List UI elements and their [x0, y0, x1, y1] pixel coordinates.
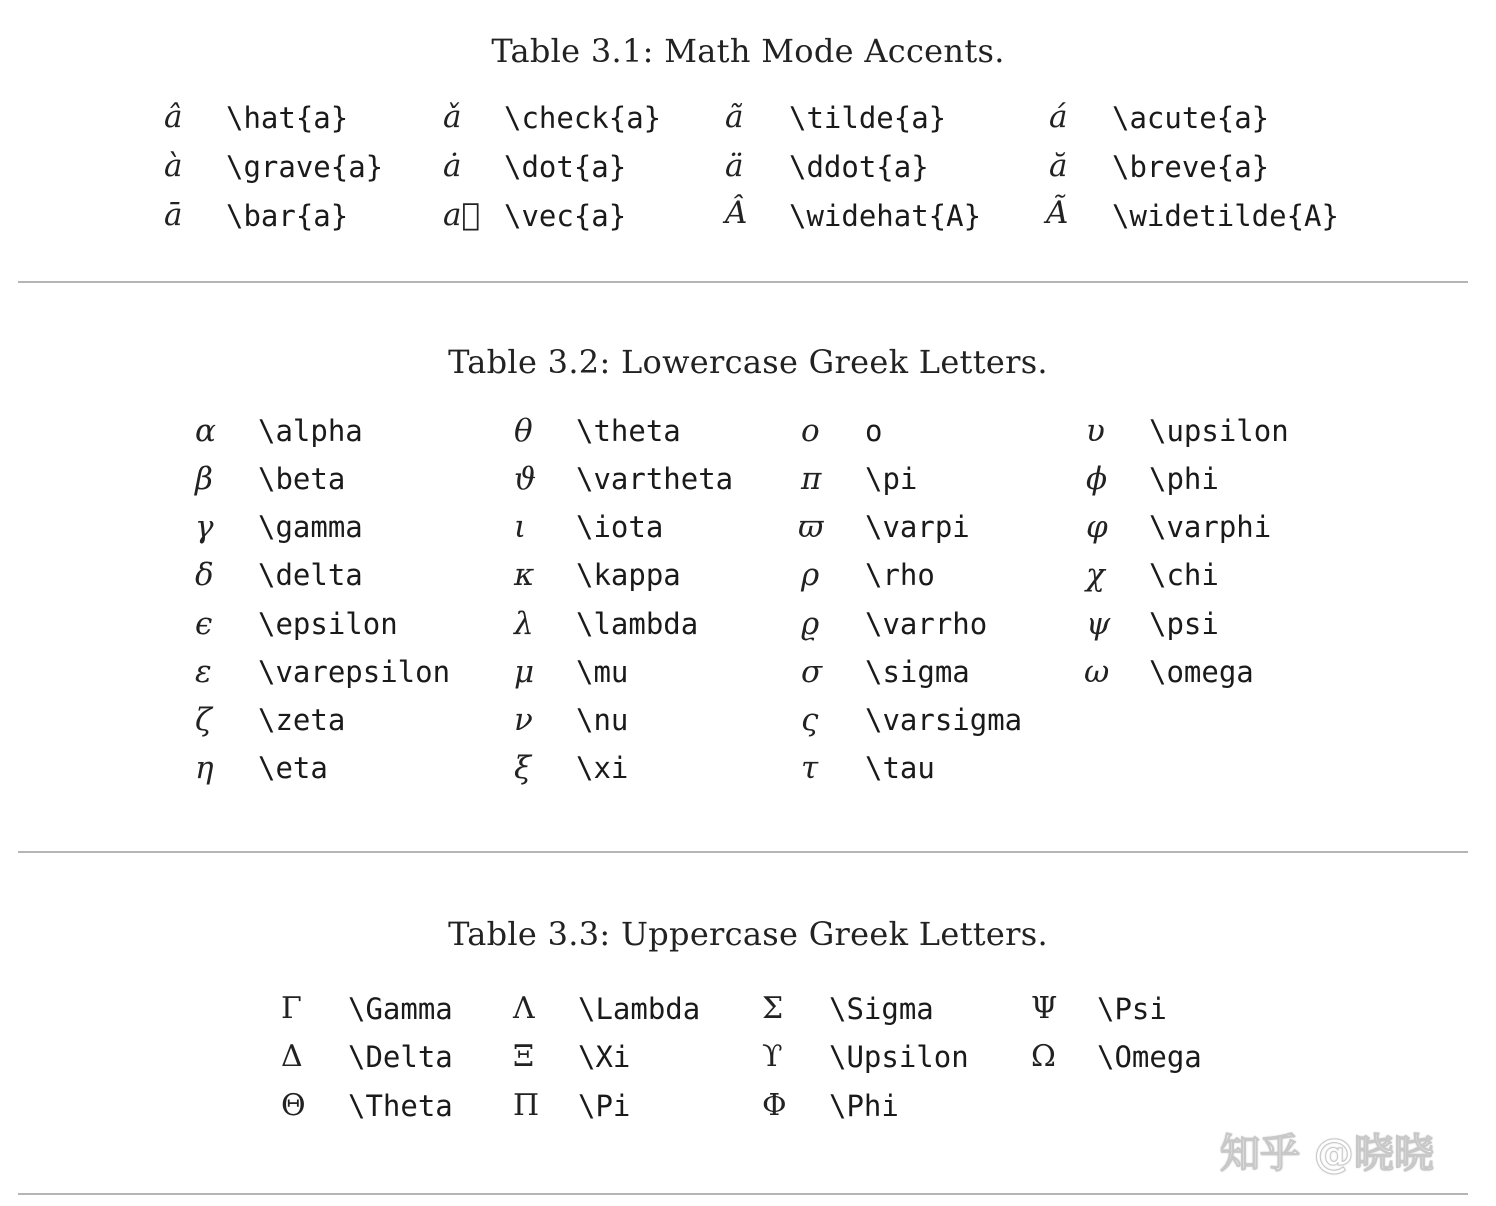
accent-symbol: ã — [725, 99, 744, 135]
greek-symbol: Θ — [281, 1088, 306, 1123]
accent-command: \tilde{a} — [789, 101, 947, 135]
accent-symbol: Ã — [1046, 195, 1069, 231]
greek-command: \vartheta — [576, 462, 734, 496]
greek-symbol: o — [801, 413, 820, 449]
greek-command: \beta — [258, 462, 346, 496]
accent-symbol: ȧ — [443, 148, 462, 184]
greek-command: \alpha — [258, 414, 363, 448]
greek-command: \sigma — [865, 655, 970, 689]
greek-command: o — [865, 414, 883, 448]
accent-command: \vec{a} — [504, 199, 627, 233]
greek-symbol: ϖ — [798, 509, 824, 545]
greek-command: \theta — [576, 414, 681, 448]
accent-command: \grave{a} — [226, 150, 384, 184]
greek-symbol: Π — [513, 1088, 540, 1123]
greek-symbol: ω — [1084, 654, 1110, 690]
accent-command: \widetilde{A} — [1112, 199, 1339, 233]
greek-symbol: ψ — [1086, 606, 1111, 642]
accent-symbol: Â — [725, 195, 748, 231]
greek-command: \Theta — [348, 1089, 453, 1123]
greek-symbol: μ — [514, 654, 535, 690]
greek-command: \Psi — [1097, 992, 1167, 1026]
greek-symbol: ξ — [514, 750, 532, 786]
table-3-1-caption: Table 3.1: Math Mode Accents. — [491, 32, 1005, 70]
table-3-2-caption: Table 3.2: Lowercase Greek Letters. — [448, 343, 1048, 381]
greek-command: \Phi — [829, 1089, 899, 1123]
table-divider — [18, 851, 1468, 853]
greek-command: \nu — [576, 703, 629, 737]
accent-command: \breve{a} — [1112, 150, 1270, 184]
greek-command: \varrho — [865, 607, 988, 641]
greek-command: \tau — [865, 751, 935, 785]
greek-symbol: π — [801, 461, 822, 497]
greek-command: \mu — [576, 655, 629, 689]
greek-symbol: Δ — [281, 1039, 303, 1074]
accent-symbol: ā — [164, 197, 183, 233]
greek-symbol: η — [195, 750, 214, 786]
accent-symbol: ä — [725, 148, 744, 184]
accent-command: \dot{a} — [504, 150, 627, 184]
greek-symbol: Ξ — [513, 1039, 535, 1074]
greek-symbol: Ω — [1031, 1039, 1056, 1074]
greek-symbol: τ — [801, 750, 819, 786]
greek-command: \upsilon — [1149, 414, 1289, 448]
greek-symbol: σ — [801, 654, 823, 690]
greek-symbol: λ — [514, 606, 534, 642]
greek-command: \Lambda — [578, 992, 701, 1026]
greek-symbol: ε — [195, 654, 212, 690]
greek-symbol: ρ — [801, 557, 820, 593]
greek-command: \lambda — [576, 607, 699, 641]
greek-symbol: Γ — [281, 991, 302, 1026]
greek-symbol: Σ — [762, 991, 784, 1026]
greek-command: \pi — [865, 462, 918, 496]
greek-command: \varphi — [1149, 510, 1272, 544]
greek-command: \Xi — [578, 1040, 631, 1074]
greek-command: \iota — [576, 510, 664, 544]
accent-symbol: ă — [1049, 148, 1068, 184]
greek-symbol: δ — [195, 557, 214, 593]
zhihu-watermark: 知乎 @晓晓 — [1220, 1131, 1434, 1177]
greek-symbol: χ — [1086, 557, 1105, 593]
greek-symbol: υ — [1086, 413, 1105, 449]
greek-symbol: Λ — [513, 991, 535, 1026]
greek-symbol: ς — [801, 702, 819, 738]
greek-command: \Sigma — [829, 992, 934, 1026]
greek-symbol: α — [195, 413, 216, 449]
accent-symbol: à — [164, 148, 183, 184]
accent-command: \ddot{a} — [789, 150, 929, 184]
greek-command: \varpi — [865, 510, 970, 544]
greek-symbol: κ — [514, 557, 535, 593]
accent-symbol: a⃗ — [443, 197, 481, 233]
greek-symbol: θ — [514, 413, 533, 449]
greek-command: \Gamma — [348, 992, 453, 1026]
greek-command: \psi — [1149, 607, 1219, 641]
greek-symbol: β — [195, 461, 213, 497]
greek-command: \epsilon — [258, 607, 398, 641]
greek-command: \kappa — [576, 558, 681, 592]
greek-symbol: ϵ — [195, 606, 213, 642]
greek-command: \Omega — [1097, 1040, 1202, 1074]
greek-command: \xi — [576, 751, 629, 785]
greek-command: \eta — [258, 751, 328, 785]
greek-symbol: Φ — [762, 1088, 787, 1123]
greek-command: \phi — [1149, 462, 1219, 496]
greek-command: \delta — [258, 558, 363, 592]
accent-command: \widehat{A} — [789, 199, 982, 233]
accent-command: \bar{a} — [226, 199, 349, 233]
greek-symbol: ϒ — [762, 1039, 783, 1074]
accent-symbol: â — [164, 99, 183, 135]
accent-command: \hat{a} — [226, 101, 349, 135]
greek-symbol: ν — [514, 702, 533, 738]
greek-symbol: ι — [514, 509, 527, 545]
greek-command: \omega — [1149, 655, 1254, 689]
greek-command: \Upsilon — [829, 1040, 969, 1074]
greek-command: \gamma — [258, 510, 363, 544]
greek-symbol: ζ — [195, 702, 212, 738]
greek-command: \chi — [1149, 558, 1219, 592]
greek-symbol: ϑ — [514, 461, 537, 497]
greek-symbol: ϱ — [801, 606, 820, 642]
greek-command: \Delta — [348, 1040, 453, 1074]
greek-symbol: Ψ — [1031, 991, 1058, 1026]
table-3-3-caption: Table 3.3: Uppercase Greek Letters. — [448, 915, 1048, 953]
table-divider — [18, 1193, 1468, 1195]
greek-symbol: γ — [195, 509, 214, 545]
table-divider — [18, 281, 1468, 283]
greek-symbol: φ — [1086, 509, 1108, 545]
accent-symbol: á — [1049, 99, 1068, 135]
greek-symbol: ϕ — [1086, 461, 1108, 497]
accent-command: \acute{a} — [1112, 101, 1270, 135]
greek-command: \Pi — [578, 1089, 631, 1123]
greek-command: \varsigma — [865, 703, 1023, 737]
greek-command: \varepsilon — [258, 655, 451, 689]
greek-command: \rho — [865, 558, 935, 592]
accent-symbol: ǎ — [443, 99, 462, 135]
accent-command: \check{a} — [504, 101, 662, 135]
greek-command: \zeta — [258, 703, 346, 737]
